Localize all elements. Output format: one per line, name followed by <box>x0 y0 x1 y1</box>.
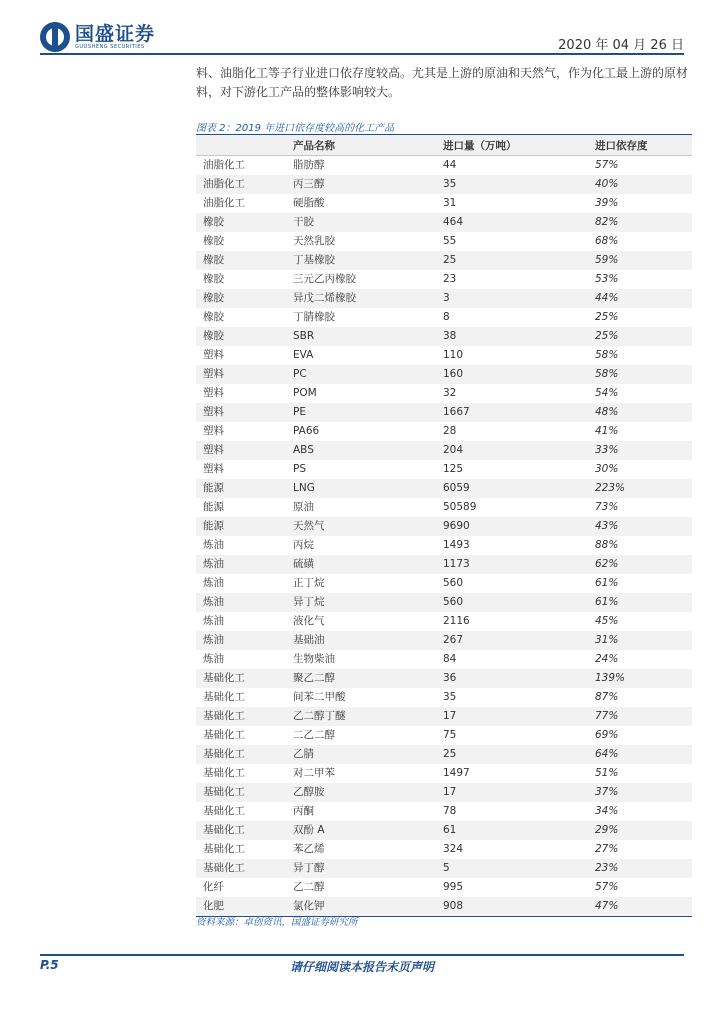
cell-import-volume: 23 <box>443 273 457 285</box>
cell-import-dependency: 47% <box>595 900 619 912</box>
table-row <box>196 422 692 441</box>
cell-import-dependency: 62% <box>595 558 619 570</box>
cell-category: 油脂化工 <box>203 178 245 190</box>
cell-import-dependency: 34% <box>595 805 619 817</box>
cell-import-volume: 35 <box>443 178 457 190</box>
cell-category: 橡胶 <box>203 330 224 342</box>
cell-import-dependency: 30% <box>595 463 619 475</box>
cell-category: 油脂化工 <box>203 197 245 209</box>
cell-category: 能源 <box>203 501 224 513</box>
table-row <box>196 593 692 612</box>
cell-product-name: PS <box>293 463 306 475</box>
cell-category: 塑料 <box>203 368 224 380</box>
cell-category: 橡胶 <box>203 235 224 247</box>
logo-icon <box>40 22 70 52</box>
cell-product-name: 乙醇胺 <box>293 786 325 798</box>
cell-import-dependency: 73% <box>595 501 619 513</box>
cell-product-name: 双酚 A <box>293 824 325 836</box>
cell-product-name: PE <box>293 406 306 418</box>
cell-category: 基础化工 <box>203 805 245 817</box>
cell-category: 基础化工 <box>203 786 245 798</box>
cell-product-name: 硫磺 <box>293 558 314 570</box>
logo-text: 国盛证券 <box>75 23 156 45</box>
cell-product-name: 天然气 <box>293 520 325 532</box>
cell-import-dependency: 51% <box>595 767 619 779</box>
cell-import-dependency: 61% <box>595 577 619 589</box>
table-row <box>196 555 692 574</box>
cell-import-dependency: 24% <box>595 653 619 665</box>
header-divider <box>40 53 684 55</box>
cell-category: 橡胶 <box>203 254 224 266</box>
cell-category: 塑料 <box>203 406 224 418</box>
cell-category: 炼油 <box>203 634 224 646</box>
table-row <box>196 308 692 327</box>
cell-category: 能源 <box>203 482 224 494</box>
cell-product-name: 丙三醇 <box>293 178 325 190</box>
cell-product-name: PC <box>293 368 307 380</box>
cell-category: 塑料 <box>203 444 224 456</box>
cell-product-name: 干胶 <box>293 216 314 228</box>
cell-import-dependency: 223% <box>595 482 626 494</box>
cell-import-volume: 267 <box>443 634 464 646</box>
cell-import-volume: 17 <box>443 786 457 798</box>
cell-import-volume: 324 <box>443 843 464 855</box>
report-date: 2020 年 04 月 26 日 <box>558 38 684 53</box>
table-row <box>196 479 692 498</box>
cell-import-dependency: 64% <box>595 748 619 760</box>
cell-product-name: 异丁烷 <box>293 596 325 608</box>
cell-product-name: 乙腈 <box>293 748 314 760</box>
table-row <box>196 612 692 631</box>
cell-product-name: 正丁烷 <box>293 577 325 589</box>
cell-import-volume: 3 <box>443 292 450 304</box>
logo-subtext: GUOSHENG SECURITIES <box>75 44 145 50</box>
cell-import-volume: 995 <box>443 881 464 893</box>
cell-category: 塑料 <box>203 349 224 361</box>
body-paragraph: 料、油脂化工等子行业进口依存度较高。尤其是上游的原油和天然气，作为化工最上游的原材料，对下游化工产品的整体影响较大。 <box>196 66 689 99</box>
cell-category: 橡胶 <box>203 216 224 228</box>
cell-category: 基础化工 <box>203 748 245 760</box>
table-row <box>196 821 692 840</box>
cell-import-volume: 75 <box>443 729 457 741</box>
table-row <box>196 365 692 384</box>
cell-import-volume: 1493 <box>443 539 470 551</box>
cell-import-volume: 36 <box>443 672 457 684</box>
cell-import-volume: 464 <box>443 216 464 228</box>
cell-import-volume: 78 <box>443 805 457 817</box>
cell-import-volume: 38 <box>443 330 457 342</box>
table-row <box>196 251 692 270</box>
cell-category: 基础化工 <box>203 767 245 779</box>
cell-product-name: 生物柴油 <box>293 653 335 665</box>
cell-import-dependency: 61% <box>595 596 619 608</box>
page-header <box>0 0 724 60</box>
table-row <box>196 194 692 213</box>
cell-import-dependency: 44% <box>595 292 619 304</box>
cell-import-volume: 560 <box>443 577 464 589</box>
table-row <box>196 669 692 688</box>
cell-product-name: 乙二醇丁醚 <box>293 710 346 722</box>
cell-import-dependency: 58% <box>595 368 619 380</box>
cell-import-volume: 560 <box>443 596 464 608</box>
cell-import-volume: 2116 <box>443 615 470 627</box>
cell-product-name: EVA <box>293 349 314 361</box>
cell-import-dependency: 139% <box>595 672 626 684</box>
cell-import-dependency: 31% <box>595 634 619 646</box>
cell-import-volume: 6059 <box>443 482 470 494</box>
cell-product-name: 丁腈橡胶 <box>293 311 335 323</box>
table-row <box>196 802 692 821</box>
cell-category: 炼油 <box>203 596 224 608</box>
cell-category: 塑料 <box>203 425 224 437</box>
table-row <box>196 498 692 517</box>
cell-category: 化纤 <box>203 881 224 893</box>
cell-import-dependency: 37% <box>595 786 619 798</box>
cell-import-volume: 50589 <box>443 501 477 513</box>
footer-disclaimer: 请仔细阅读本报告末页声明 <box>289 960 434 974</box>
cell-import-volume: 32 <box>443 387 457 399</box>
cell-product-name: 天然乳胶 <box>293 235 335 247</box>
cell-import-volume: 31 <box>443 197 457 209</box>
page-number: P.5 <box>40 958 59 972</box>
header-product-name: 产品名称 <box>293 139 335 152</box>
cell-category: 炼油 <box>203 615 224 627</box>
cell-import-volume: 125 <box>443 463 464 475</box>
cell-import-volume: 908 <box>443 900 464 912</box>
table-row <box>196 764 692 783</box>
cell-product-name: 原油 <box>293 501 314 513</box>
cell-product-name: 氯化钾 <box>293 900 325 912</box>
cell-product-name: 丙酮 <box>293 805 314 817</box>
table-row <box>196 574 692 593</box>
cell-category: 基础化工 <box>203 672 245 684</box>
cell-import-volume: 9690 <box>443 520 470 532</box>
cell-product-name: 聚乙二醇 <box>293 672 335 684</box>
cell-category: 基础化工 <box>203 691 245 703</box>
cell-category: 基础化工 <box>203 843 245 855</box>
cell-import-volume: 17 <box>443 710 457 722</box>
cell-product-name: 丙烷 <box>293 539 314 551</box>
table-row <box>196 384 692 403</box>
cell-import-dependency: 23% <box>595 862 619 874</box>
cell-product-name: PA66 <box>293 425 320 437</box>
cell-category: 基础化工 <box>203 862 245 874</box>
footer-divider <box>40 954 684 956</box>
table-row <box>196 441 692 460</box>
cell-product-name: ABS <box>293 444 314 456</box>
cell-import-dependency: 88% <box>595 539 619 551</box>
table-row <box>196 346 692 365</box>
cell-import-volume: 44 <box>443 159 457 171</box>
cell-import-dependency: 45% <box>595 615 619 627</box>
cell-category: 炼油 <box>203 653 224 665</box>
cell-category: 炼油 <box>203 577 224 589</box>
header-import-dependency: 进口依存度 <box>595 139 648 152</box>
cell-import-dependency: 68% <box>595 235 619 247</box>
cell-product-name: 异戊二烯橡胶 <box>293 292 356 304</box>
table-row <box>196 840 692 859</box>
cell-category: 化肥 <box>203 900 224 912</box>
table-row <box>196 745 692 764</box>
company-logo <box>40 22 155 52</box>
cell-import-volume: 1497 <box>443 767 470 779</box>
cell-import-dependency: 77% <box>595 710 619 722</box>
import-dependency-table <box>196 134 692 917</box>
cell-category: 塑料 <box>203 387 224 399</box>
cell-import-dependency: 25% <box>595 311 619 323</box>
cell-product-name: LNG <box>293 482 315 494</box>
cell-product-name: 脂肪醇 <box>293 159 325 171</box>
table-row <box>196 270 692 289</box>
cell-import-dependency: 48% <box>595 406 619 418</box>
cell-category: 基础化工 <box>203 824 245 836</box>
cell-category: 橡胶 <box>203 292 224 304</box>
cell-import-volume: 204 <box>443 444 464 456</box>
cell-import-dependency: 59% <box>595 254 619 266</box>
cell-import-volume: 110 <box>443 349 464 361</box>
cell-import-dependency: 33% <box>595 444 619 456</box>
cell-import-volume: 160 <box>443 368 464 380</box>
cell-product-name: 苯乙烯 <box>293 843 325 855</box>
cell-product-name: SBR <box>293 330 315 342</box>
cell-import-volume: 25 <box>443 748 457 760</box>
cell-import-dependency: 41% <box>595 425 619 437</box>
cell-import-volume: 1667 <box>443 406 470 418</box>
table-row <box>196 213 692 232</box>
cell-category: 油脂化工 <box>203 159 245 171</box>
cell-import-dependency: 25% <box>595 330 619 342</box>
cell-import-volume: 61 <box>443 824 457 836</box>
cell-import-dependency: 87% <box>595 691 619 703</box>
cell-import-dependency: 57% <box>595 159 619 171</box>
table-row <box>196 460 692 479</box>
cell-import-dependency: 58% <box>595 349 619 361</box>
source-note: 资料来源：卓创资讯，国盛证券研究所 <box>196 917 358 928</box>
cell-product-name: 丁基橡胶 <box>293 254 335 266</box>
cell-category: 炼油 <box>203 558 224 570</box>
cell-import-dependency: 27% <box>595 843 619 855</box>
table-row <box>196 631 692 650</box>
cell-import-volume: 28 <box>443 425 457 437</box>
cell-product-name: 基础油 <box>293 634 325 646</box>
cell-product-name: 硬脂酸 <box>293 197 325 209</box>
cell-product-name: 乙二醇 <box>293 881 325 893</box>
cell-import-volume: 8 <box>443 311 450 323</box>
table-row <box>196 232 692 251</box>
table-row <box>196 156 692 176</box>
table-row <box>196 726 692 745</box>
table-row <box>196 783 692 802</box>
cell-import-volume: 25 <box>443 254 457 266</box>
cell-import-volume: 55 <box>443 235 457 247</box>
cell-category: 基础化工 <box>203 729 245 741</box>
table-row <box>196 707 692 726</box>
table-row <box>196 403 692 422</box>
cell-import-volume: 5 <box>443 862 450 874</box>
cell-category: 橡胶 <box>203 311 224 323</box>
cell-import-dependency: 57% <box>595 881 619 893</box>
table-row <box>196 688 692 707</box>
cell-import-volume: 35 <box>443 691 457 703</box>
header-import-volume: 进口量（万吨） <box>443 139 517 152</box>
header-category <box>196 135 293 156</box>
cell-category: 能源 <box>203 520 224 532</box>
cell-product-name: 二乙二醇 <box>293 729 335 741</box>
cell-import-dependency: 40% <box>595 178 619 190</box>
cell-import-dependency: 82% <box>595 216 619 228</box>
cell-import-dependency: 54% <box>595 387 619 399</box>
cell-import-dependency: 53% <box>595 273 619 285</box>
cell-product-name: 三元乙丙橡胶 <box>293 273 356 285</box>
cell-import-dependency: 69% <box>595 729 619 741</box>
table-header-row <box>196 135 692 156</box>
table-row <box>196 536 692 555</box>
cell-import-dependency: 29% <box>595 824 619 836</box>
table-row <box>196 878 692 897</box>
cell-category: 炼油 <box>203 539 224 551</box>
table-row <box>196 650 692 669</box>
cell-product-name: 对二甲苯 <box>293 767 335 779</box>
cell-product-name: 间苯二甲酸 <box>293 691 346 703</box>
table-row <box>196 327 692 346</box>
cell-product-name: 液化气 <box>293 615 325 627</box>
table-row <box>196 175 692 194</box>
cell-category: 塑料 <box>203 463 224 475</box>
table-caption: 图表 2：2019 年进口依存度较高的化工产品 <box>196 123 395 134</box>
cell-import-volume: 84 <box>443 653 457 665</box>
cell-product-name: 异丁醇 <box>293 862 325 874</box>
cell-import-dependency: 39% <box>595 197 619 209</box>
table-row <box>196 859 692 878</box>
cell-category: 基础化工 <box>203 710 245 722</box>
cell-import-dependency: 43% <box>595 520 619 532</box>
cell-product-name: POM <box>293 387 317 399</box>
cell-import-volume: 1173 <box>443 558 470 570</box>
table-row <box>196 289 692 308</box>
cell-category: 橡胶 <box>203 273 224 285</box>
table-row <box>196 517 692 536</box>
